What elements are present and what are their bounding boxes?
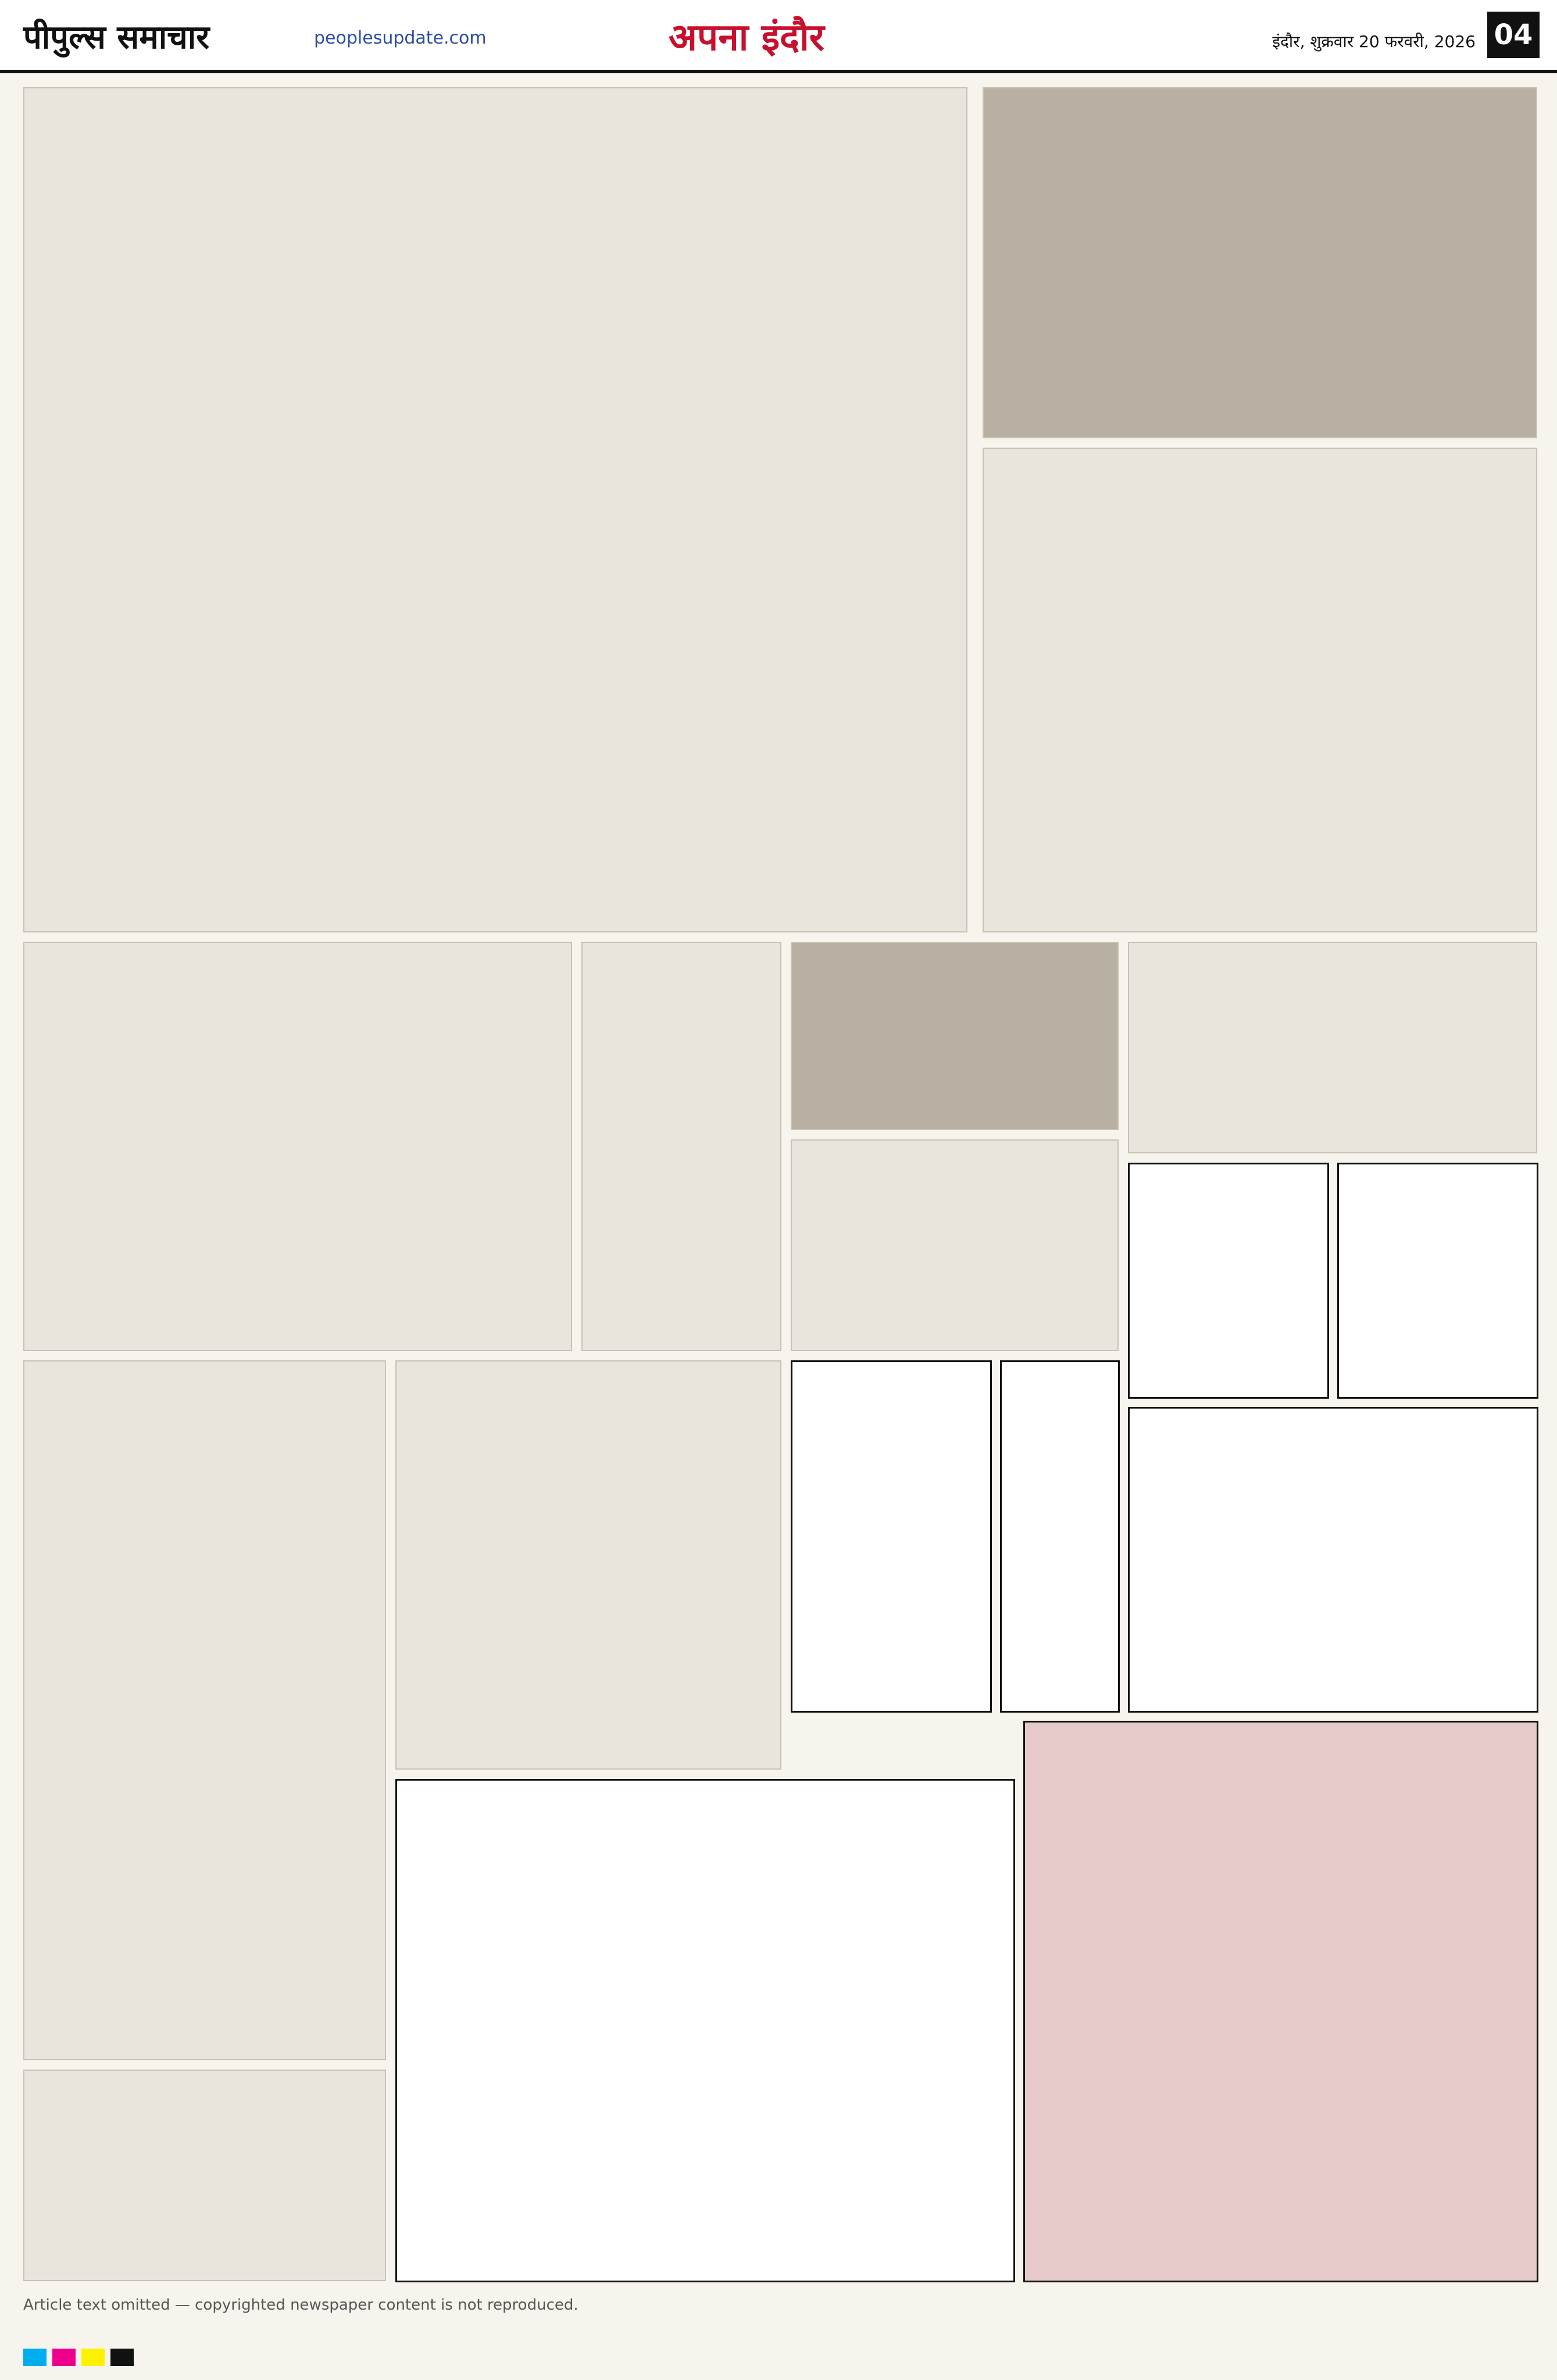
masthead [0, 0, 1557, 73]
rally-story-region [983, 448, 1537, 932]
color-registration-mark [23, 2349, 47, 2366]
award-story-region [791, 1139, 1119, 1351]
tribal-story-region [395, 1360, 781, 1770]
omission-notice: Article text omitted — copyrighted newspaper content is not reproduced. [23, 2296, 578, 2314]
inspection-story-region [581, 942, 781, 1351]
color-registration-mark [81, 2349, 105, 2366]
website-link[interactable]: peoplesupdate.com [314, 28, 487, 48]
tender-notice [1023, 1721, 1538, 2282]
color-registration-mark [110, 2349, 134, 2366]
rally-photo [983, 87, 1537, 438]
festival-story-region [1128, 942, 1537, 1153]
tender-notice [395, 1779, 1015, 2282]
award-photo [791, 942, 1119, 1130]
classified-ad [791, 1360, 992, 1713]
lead-story-region [23, 87, 967, 932]
tender-notice [1128, 1407, 1538, 1713]
training-story-region [23, 2070, 386, 2281]
color-registration-mark [52, 2349, 76, 2366]
temple-story-region [23, 942, 572, 1351]
public-notice [1000, 1360, 1120, 1713]
brand-name: पीपुल्स समाचार [23, 19, 210, 56]
league-story-region [23, 1360, 386, 2060]
dateline: इंदौर, शुक्रवार 20 फरवरी, 2026 [1272, 32, 1476, 51]
page-number: 04 [1487, 12, 1540, 58]
name-change-ad [1128, 1163, 1329, 1399]
section-title: अपना इंदौर [669, 16, 824, 59]
name-change-ad [1337, 1163, 1538, 1399]
